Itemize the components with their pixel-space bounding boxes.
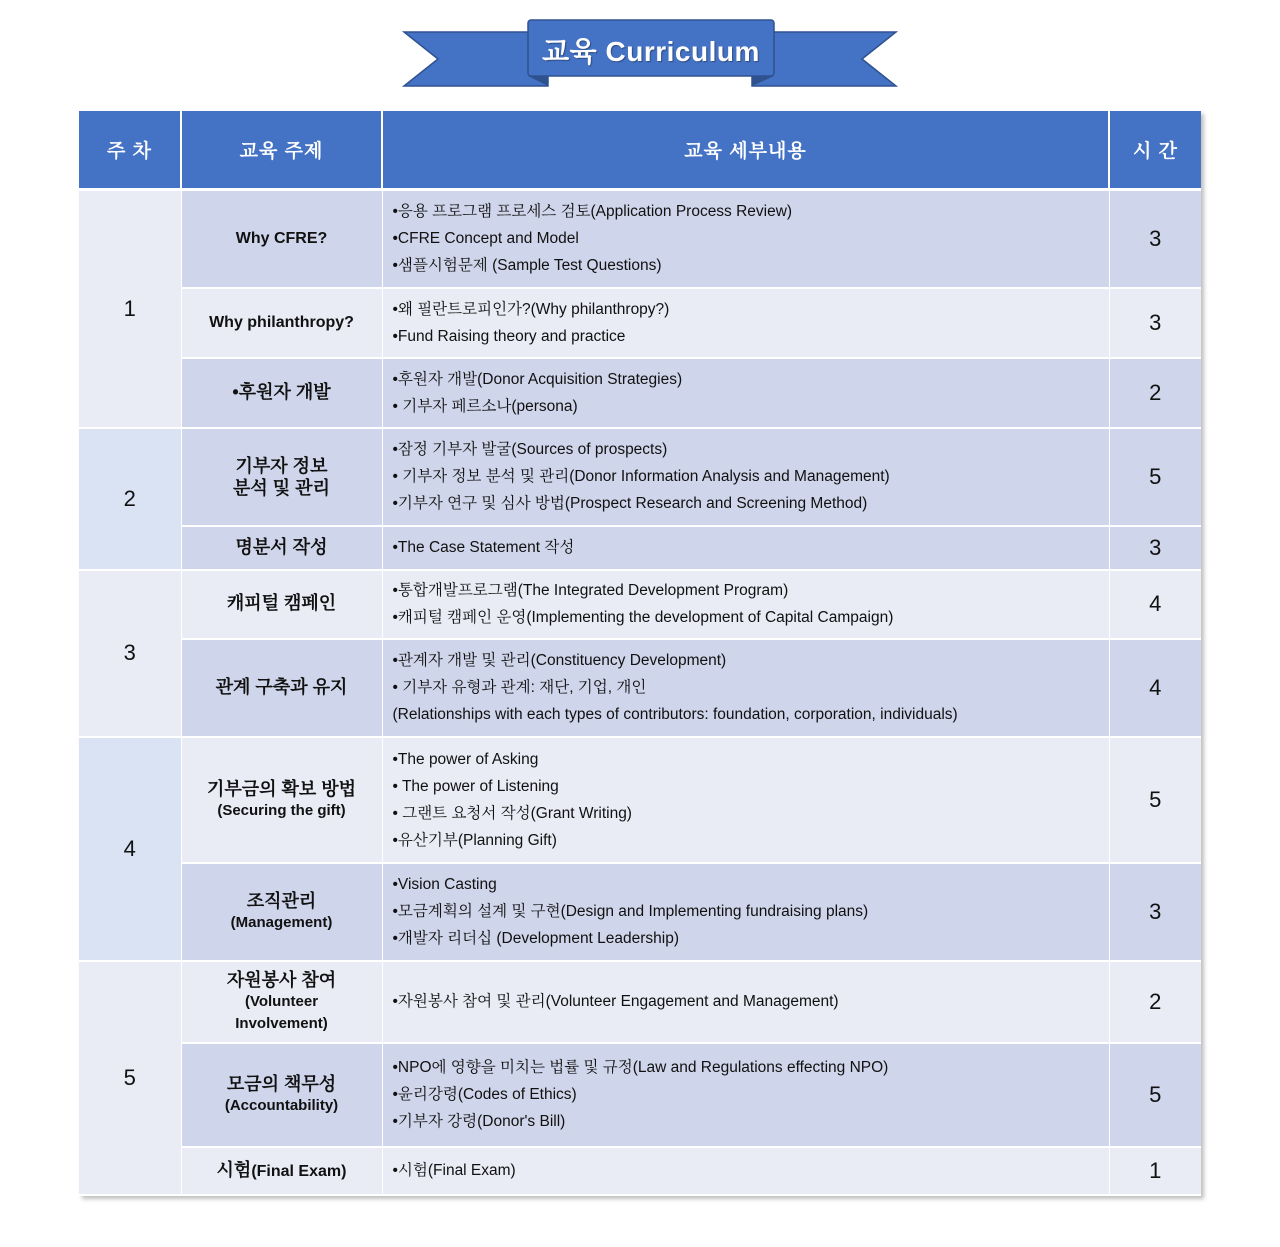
topic-cell: [181, 526, 382, 570]
detail-line: •응용 프로그램 프로세스 검토(Application Process Review): [392, 203, 793, 221]
topic-text: 조직관리: [246, 890, 317, 911]
topic-cell: Why CFRE?: [181, 190, 382, 288]
table-row: [79, 863, 1201, 961]
detail-cell: [382, 1043, 1109, 1147]
topic-cell: [181, 1147, 382, 1195]
hours-cell: 3: [1109, 526, 1201, 570]
table-row: [79, 737, 1201, 863]
detail-line: •샘플시험문제 (Sample Test Questions): [392, 257, 662, 275]
table-row: [79, 961, 1201, 1043]
topic-cell: [181, 358, 382, 428]
detail-cell: [382, 288, 1109, 358]
week-cell: 5: [79, 961, 181, 1195]
detail-line: •NPO에 영향을 미치는 법률 및 규정(Law and Regulations effecting NPO): [392, 1059, 889, 1076]
hours-cell: 2: [1109, 358, 1201, 428]
curriculum-table: [79, 111, 1201, 1196]
detail-line: •윤리강령(Codes of Ethics): [392, 1086, 577, 1103]
topic-subtext: (Securing the gift): [217, 801, 346, 819]
topic-subtext: Involvement): [235, 1014, 328, 1032]
topic-cell: [181, 639, 382, 737]
column-header-details: 교육 세부내용: [382, 111, 1109, 190]
detail-line: •기부자 연구 및 심사 방법(Prospect Research and Screening Method): [392, 495, 868, 512]
detail-line: •모금계획의 설계 및 구현(Design and Implementing fundraising plans): [392, 903, 869, 920]
topic-text: 기부금의 확보 방법: [206, 778, 357, 799]
topic-cell: [181, 863, 382, 961]
topic-text: 시험: [216, 1159, 252, 1180]
hours-cell: 5: [1109, 428, 1201, 526]
week-cell: 3: [79, 570, 181, 737]
detail-line: • 기부자 정보 분석 및 관리(Donor Information Analysis and Management): [392, 468, 890, 485]
detail-cell: [382, 737, 1109, 863]
hours-cell: 5: [1109, 737, 1201, 863]
detail-line: •자원봉사 참여 및 관리(Volunteer Engagement and Management): [392, 993, 839, 1010]
topic-text: 캐피털 캠페인: [226, 593, 337, 613]
topic-subtext: (Management): [230, 913, 333, 931]
detail-cell: [382, 570, 1109, 639]
detail-cell: [382, 1147, 1109, 1195]
topic-text: 자원봉사 참여: [226, 969, 337, 990]
detail-line: •왜 필란트로피인가?(Why philanthropy?): [392, 300, 670, 318]
topic-text: 모금의 책무성: [226, 1073, 337, 1094]
hours-cell: 3: [1109, 288, 1201, 358]
topic-cell: [181, 737, 382, 863]
detail-line: •후원자 개발(Donor Acquisition Strategies): [392, 370, 683, 388]
topic-cell: [181, 428, 382, 526]
detail-line: •유산기부(Planning Gift): [392, 831, 557, 849]
topic-cell: [181, 961, 382, 1043]
hours-cell: 3: [1109, 190, 1201, 288]
table-row: [79, 190, 1201, 288]
detail-line: •The Case Statement 작성: [392, 539, 575, 556]
detail-line: • 그랜트 요청서 작성(Grant Writing): [392, 804, 632, 822]
detail-line: •Fund Raising theory and practice: [392, 327, 626, 345]
column-header-topic: 교육 주제: [181, 111, 382, 190]
hours-cell: 4: [1109, 570, 1201, 639]
topic-text: •후원자 개발: [232, 381, 331, 402]
week-cell: 2: [79, 428, 181, 570]
topic-subtext: (Volunteer: [244, 992, 319, 1010]
table-row: [79, 570, 1201, 639]
column-header-hours: 시 간: [1109, 111, 1201, 190]
table-row: [79, 1147, 1201, 1195]
detail-cell: [382, 863, 1109, 961]
detail-line: •기부자 강령(Donor's Bill): [392, 1113, 566, 1130]
detail-line: •CFRE Concept and Model: [392, 230, 579, 248]
topic-text: 관계 구축과 유지: [215, 676, 348, 697]
detail-line: •Vision Casting: [392, 876, 497, 893]
topic-subtext: (Final Exam): [251, 1162, 347, 1180]
week-cell: 1: [79, 190, 181, 428]
detail-cell: [382, 961, 1109, 1043]
detail-line: • 기부자 페르소나(persona): [392, 397, 578, 415]
detail-line: •관계자 개발 및 관리(Constituency Development): [392, 652, 727, 669]
detail-line: • 기부자 유형과 관계: 재단, 기업, 개인: [392, 679, 647, 696]
page-title: 교육 Curriculum: [542, 36, 760, 67]
table-row: [79, 358, 1201, 428]
topic-cell: [181, 570, 382, 639]
detail-cell: [382, 358, 1109, 428]
detail-cell: [382, 190, 1109, 288]
detail-line: •통합개발프로그램(The Integrated Development Program): [392, 582, 789, 599]
detail-line: •잠정 기부자 발굴(Sources of prospects): [392, 441, 668, 458]
topic-text: 분석 및 관리: [233, 477, 330, 498]
topic-cell: Why philanthropy?: [181, 288, 382, 358]
table-row: [79, 288, 1201, 358]
topic-text: 명분서 작성: [235, 536, 328, 557]
table-row: [79, 1043, 1201, 1147]
table-row: [79, 639, 1201, 737]
hours-cell: 3: [1109, 863, 1201, 961]
detail-line: •개발자 리더십 (Development Leadership): [392, 930, 680, 947]
hours-cell: 4: [1109, 639, 1201, 737]
detail-line: •캐피털 캠페인 운영(Implementing the development of Capital Campaign): [392, 609, 894, 626]
column-header-week: 주 차: [79, 111, 181, 190]
table-header-row: [79, 111, 1201, 190]
topic-subtext: (Accountability): [224, 1096, 339, 1114]
detail-cell: [382, 428, 1109, 526]
detail-line: • The power of Listening: [392, 777, 559, 795]
detail-cell: [382, 639, 1109, 737]
week-cell: 4: [79, 737, 181, 961]
hours-cell: 2: [1109, 961, 1201, 1043]
hours-cell: 5: [1109, 1043, 1201, 1147]
table-row: [79, 428, 1201, 526]
detail-line: •The power of Asking: [392, 750, 539, 768]
table-row: [79, 526, 1201, 570]
detail-cell: [382, 526, 1109, 570]
detail-line: (Relationships with each types of contributors: foundation, corporation, individuals): [392, 706, 958, 723]
hours-cell: 1: [1109, 1147, 1201, 1195]
detail-line: •시험(Final Exam): [392, 1162, 516, 1179]
topic-text: 기부자 정보: [235, 455, 328, 476]
topic-cell: [181, 1043, 382, 1147]
title-banner: [0, 0, 1280, 100]
